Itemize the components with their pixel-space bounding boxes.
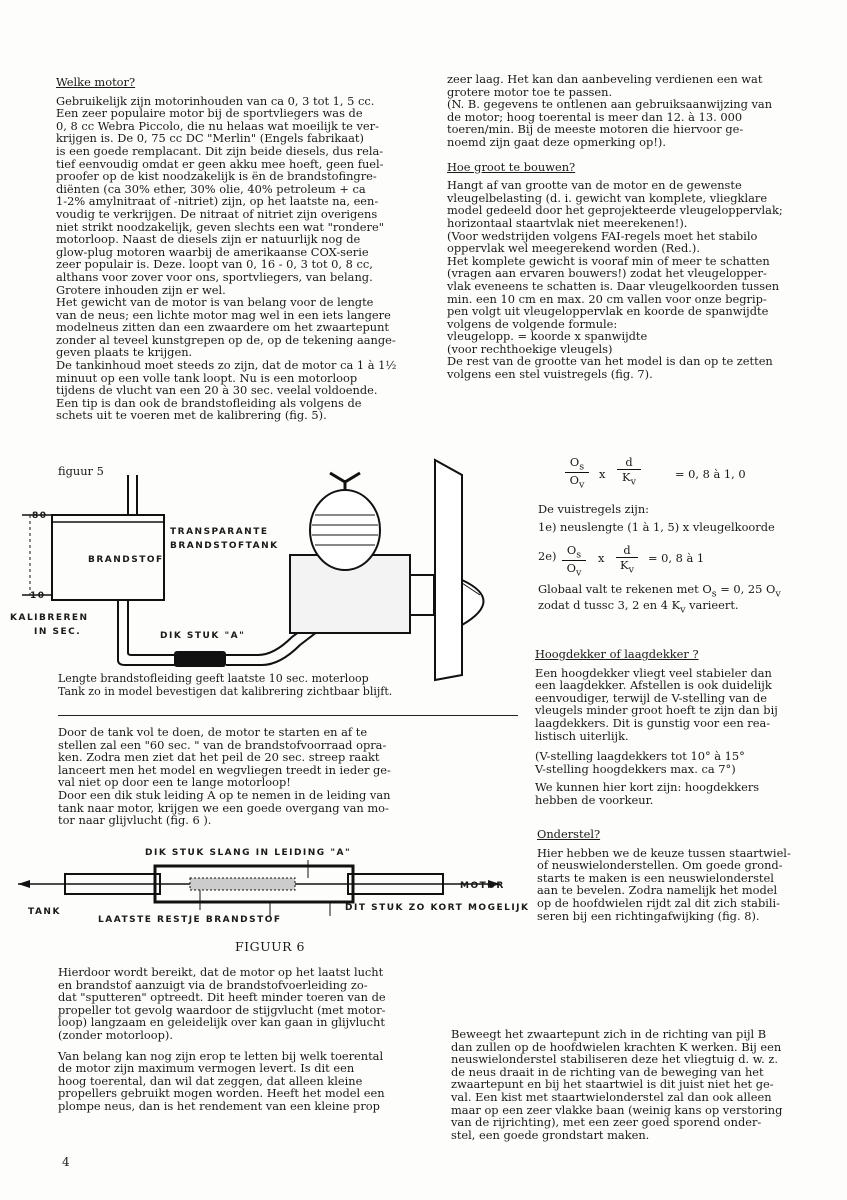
- text-line: aan te bevelen. Zodra namelijk het model: [537, 883, 778, 898]
- divider-figure-5: [58, 715, 518, 716]
- tick-10: 10: [30, 591, 46, 601]
- heading-hoogdekker: Hoogdekker of laagdekker ?: [535, 647, 699, 661]
- figure-5-caption-2: Tank zo in model bevestigen dat kalibrering zichtbaar blijft.: [58, 685, 393, 698]
- text-line: Door een dik stuk leiding A op te nemen in de leiding van: [58, 787, 391, 802]
- f1-dsub-b: v: [630, 476, 636, 488]
- text-line: Hangt af van grootte van de motor en de gewenste: [447, 178, 742, 193]
- overall-line-2: zodat d tussc 3, 2 en 4 $K_v$ varieert.: [538, 598, 739, 616]
- v-stelling-2: V-stelling hoogdekkers max. ca 7°): [535, 761, 736, 776]
- text-line: Het gewicht van de motor is van belang voor de lengte: [56, 295, 374, 310]
- text-line: zonder al teveel kunstgrepen op de, op de tekening aange-: [56, 332, 396, 347]
- transparent-label-2: BRANDSTOFTANK: [170, 541, 279, 551]
- text-line: zwaartepunt en bij het staartwiel is dit juist niet het ge-: [451, 1077, 774, 1092]
- transparent-label-1: TRANSPARANTE: [170, 527, 269, 537]
- rule-2-prefix: 2e): [538, 549, 557, 563]
- last-fuel-label: LAATSTE RESTJE BRANDSTOF: [98, 915, 282, 925]
- figure-5-drawing: [0, 455, 560, 705]
- tank-label: BRANDSTOF: [88, 555, 164, 565]
- paragraph-zwaartepunt: [451, 1028, 826, 1141]
- text-line: (N. B. gegevens te ontlenen aan gebruiksaanwijzing van: [447, 97, 773, 112]
- page-number: 4: [62, 1155, 70, 1169]
- section-zwaartepunt: [451, 1028, 826, 1141]
- text-line: modelneus zitten dan een zwaardere om het zwaartepunt: [56, 320, 389, 335]
- text-line: noemd zijn gaat deze opmerking op!).: [447, 134, 666, 149]
- text-line: pen volgt uit vleugeloppervlak en koorde de spanwijdte: [447, 304, 769, 319]
- text-line: althans voor zover voor ons, sportvliegers, van belang.: [56, 269, 373, 284]
- text-line: neuswielonderstel stabiliseren deze het vliegtuig d. w. z.: [451, 1052, 778, 1067]
- text-line: Gebruikelijk zijn motorinhouden van ca 0, 3 tot 1, 5 cc.: [56, 93, 375, 108]
- text-line: val. Een kist met staartwielonderstel zal dan ook alleen: [451, 1089, 772, 1104]
- text-line: loop) langzaam en geleidelijk over kan gaan in glijvlucht: [58, 1015, 385, 1030]
- text-line: Hierdoor wordt bereikt, dat de motor op het laatst lucht: [58, 965, 384, 979]
- text-line: op de hoofdwielen rijdt zal dit zich stabili-: [537, 895, 781, 910]
- text-line: 0, 8 cc Webra Piccolo, die nu helaas wat moeilijk te ver-: [56, 118, 379, 133]
- text-line: propeller tot gevolg waardoor de stijgvlucht (met motor-: [58, 1002, 386, 1017]
- tick-80: 80: [32, 511, 48, 521]
- text-line: of neuswielonderstellen. Om goede grond-: [537, 858, 783, 873]
- text-line: listisch uiterlijk.: [535, 728, 629, 743]
- text-line: volgens een stel vuistregels (fig. 7).: [447, 367, 653, 382]
- text-line: (Voor wedstrijden volgens FAI-regels moet het stabilo: [447, 228, 758, 243]
- text-line: toeren/min. Bij de meeste motoren die hiervoor ge-: [447, 122, 744, 137]
- text-line: Van belang kan nog zijn erop te letten bij welk toerental: [58, 1048, 384, 1063]
- f1-times: x: [599, 467, 606, 481]
- text-line: vleugelopp. = koorde x spanwijdte: [447, 329, 648, 344]
- paragraph-onderstel: [537, 847, 827, 923]
- text-line: van de neus; een lichte motor mag wel in een iets langere: [56, 307, 391, 322]
- text-line: grotere motor toe te passen.: [447, 84, 613, 99]
- text-line: De tankinhoud moet steeds zo zijn, dat de motor ca 1 à 1½: [56, 358, 397, 373]
- thick-piece-label: DIK STUK "A": [160, 631, 246, 641]
- rule-1: 1e) neuslengte (1 à 1, 5) x vleugelkoorde: [538, 520, 775, 534]
- text-line: niet strikt noodzakelijk, geven slechts een wat "rondere": [56, 219, 384, 234]
- text-line: (vragen aan ervaren bouwers!) zodat het vleugelopper-: [447, 266, 767, 281]
- text-line: hoog toerental, dan wil dat zeggen, dat alleen kleine: [58, 1073, 363, 1088]
- rule-2-result: = 0, 8 à 1: [648, 551, 705, 565]
- text-line: de neus draait in de richting van de beweging van het: [451, 1064, 764, 1079]
- text-line: Een hoogdekker vliegt veel stabieler dan: [535, 665, 772, 680]
- formula-2: 2e) $\frac{O_s}{O_v}$ x $\frac{d}{K_v}$ = 0, 8 à 1: [538, 543, 705, 579]
- text-line: laagdekkers. Dit is gunstig voor een rea-: [535, 715, 771, 730]
- figure-6-caption: FIGUUR 6: [235, 939, 306, 954]
- heading-onderstel: Onderstel?: [537, 827, 601, 841]
- paragraph-tank-tip: [58, 726, 430, 827]
- text-line: lanceert men het model en wegvliegen treedt in ieder ge-: [58, 762, 391, 777]
- text-line: Een tip is dan ook de brandstofleiding als volgens de: [56, 395, 362, 410]
- f1-dsub-a: v: [578, 479, 585, 491]
- text-line: Een zeer populaire motor bij de sportvliegers was de: [56, 106, 363, 121]
- text-line: starts te maken is een neuswielonderstel: [537, 870, 774, 885]
- figure-5-label: figuur 5: [58, 464, 104, 478]
- text-line: horizontaal staartvlak niet meerekenen!).: [447, 215, 688, 230]
- text-line: dat "sputteren" optreedt. Dit heeft minder toeren van de: [58, 990, 386, 1005]
- text-line: Het komplete gewicht is vooraf min of meer te schatten: [447, 253, 770, 268]
- text-line: glow-plug motoren waarbij de amerikaanse COX-serie: [56, 244, 369, 259]
- calib-label-2: IN SEC.: [34, 627, 82, 637]
- text-line: ken. Zodra men ziet dat het peil de 20 sec. streep raakt: [58, 750, 380, 765]
- short-piece-label: DIT STUK ZO KORT MOGELIJK: [345, 903, 530, 913]
- text-line: stellen zal een "60 sec. " van de brandstofvoorraad opra-: [58, 737, 387, 752]
- text-line: zeer laag. Het kan dan aanbeveling verdienen een wat: [447, 72, 763, 86]
- text-line: Grotere inhouden zijn er wel.: [56, 282, 226, 297]
- text-line: zeer populair is. Deze. loopt van 0, 16 - 0, 3 tot 0, 8 cc,: [56, 257, 373, 272]
- section-welke-motor: [56, 76, 428, 422]
- text-line: van de rijrichting), met een zeer goed sporend onder-: [451, 1115, 762, 1130]
- text-line: dan zullen op de hoofdwielen krachten K werken. Bij een: [451, 1039, 782, 1054]
- section-hoe-groot: [447, 73, 822, 381]
- text-line: vleugelbelasting (d. i. gewicht van komplete, vliegklare: [447, 190, 768, 205]
- motor-label: MOTOR: [460, 881, 505, 891]
- text-line: vlak eveneens te schatten is. Daar vleugelkoorden tussen: [447, 278, 780, 293]
- text-line: eenvoudiger, terwijl de V-stelling van de: [535, 690, 768, 705]
- text-line: min. een 10 cm en max. 20 cm vallen voor onze begrip-: [447, 291, 767, 306]
- text-line: vleugels minder groot hoeft te zijn dan bij: [535, 703, 778, 718]
- text-line: voudig te verkrijgen. De nitraat of nitriet zijn overigens: [56, 206, 378, 221]
- text-line: tief eenvoudig omdat er geen akku mee hoeft, geen fuel-: [56, 156, 384, 171]
- text-line: proofer op de kist noodzakelijk is ën de brandstofingre-: [56, 169, 377, 184]
- text-line: val niet op door een te lange motorloop!: [58, 775, 291, 790]
- text-line: plompe neus, dan is het rendement van een kleine prop: [58, 1098, 380, 1113]
- text-line: model gedeeld door het geprojekteerde vleugeloppervlak;: [447, 203, 783, 218]
- text-line: stel, een goede grondstart maken.: [451, 1127, 650, 1142]
- heading-welke-motor: Welke motor?: [56, 75, 136, 89]
- text-line: Beweegt het zwaartepunt zich in de richting van pijl B: [451, 1027, 767, 1041]
- paragraph-sputteren: [58, 966, 438, 1042]
- paragraph-welke-motor: [56, 95, 428, 422]
- text-line: en brandstof aanzuigt via de brandstofvoerleiding zo-: [58, 977, 368, 992]
- text-line: tor naar glijvlucht (fig. 6 ).: [58, 813, 212, 828]
- text-line: seren bij een richtingafwijking (fig. 8).: [537, 908, 760, 923]
- text-line: motorloop. Naast de diesels zijn er natuurlijk nog de: [56, 232, 361, 247]
- text-line: (voor rechthoekige vleugels): [447, 341, 613, 356]
- text-line: de motor; hoog toerental is meer dan 12. à 13. 000: [447, 109, 743, 124]
- formula-1: [565, 455, 785, 495]
- text-line: De rest van de grootte van het model is dan op te zetten: [447, 354, 773, 369]
- conclusion-1: We kunnen hier kort zijn: hoogdekkers: [535, 780, 760, 795]
- text-line: tijdens de vlucht van een 20 à 30 sec. veelal voldoende.: [56, 383, 378, 398]
- rules-title: De vuistregels zijn:: [538, 502, 650, 516]
- text-line: maar op een zeer vlakke baan (weinig kans op verstoring: [451, 1102, 783, 1117]
- text-line: een laagdekker. Afstellen is ook duidelijk: [535, 678, 772, 693]
- text-line: krijgen is. De 0, 75 cc DC "Merlin" (Engels fabrikaat): [56, 131, 364, 146]
- text-line: Door de tank vol te doen, de motor te starten en af te: [58, 725, 368, 739]
- f1-num-b: d: [617, 455, 641, 470]
- text-line: 1-2% amylnitraat of -nitriet) zijn, op het laatste na, een-: [56, 194, 379, 209]
- f1-sub-a: s: [579, 461, 585, 473]
- text-line: propellers gebruikt mogen worden. Heeft het model een: [58, 1086, 385, 1101]
- text-line: Hier hebben we de keuze tussen staartwiel-: [537, 845, 791, 860]
- calib-label-1: KALIBREREN: [10, 613, 89, 623]
- f1-result: = 0, 8 à 1, 0: [675, 467, 746, 481]
- paragraph-hoe-groot: [447, 179, 822, 381]
- text-line: volgens de volgende formule:: [447, 316, 618, 331]
- tank-label-6: TANK: [28, 907, 61, 917]
- v-stelling-1: (V-stelling laagdekkers tot 10° à 15°: [535, 749, 745, 764]
- text-line: de motor zijn maximum vermogen levert. Is dit een: [58, 1061, 355, 1076]
- figure-5-caption-1: Lengte brandstofleiding geeft laatste 10 sec. moterloop: [58, 672, 369, 685]
- section-tank-tip: [58, 726, 430, 827]
- text-line: schets uit te voeren met de kalibrering (fig. 5).: [56, 408, 327, 423]
- vuistregels-block: [535, 455, 835, 615]
- text-line: (zonder motorloop).: [58, 1027, 173, 1042]
- figure-5: [0, 455, 560, 705]
- text-line: oppervlak wel meegerekend worden (Red.).: [447, 241, 700, 256]
- hose-label: DIK STUK SLANG IN LEIDING "A": [145, 848, 352, 858]
- paragraph-toerental: [58, 1050, 438, 1113]
- f1-num-a: O: [569, 455, 580, 469]
- section-onderstel: [537, 828, 827, 922]
- section-sputteren: [58, 966, 438, 1113]
- text-line: minuut op een volle tank loopt. Nu is een motorloop: [56, 370, 358, 385]
- f1-den-b: K: [622, 470, 631, 484]
- text-line: is een goede remplacant. Dit zijn beide diesels, dus rela-: [56, 143, 384, 158]
- text-line: tank naar motor, krijgen we een goede overgang van mo-: [58, 800, 389, 815]
- paragraph-toerental-note: [447, 73, 822, 149]
- heading-hoe-groot: Hoe groot te bouwen?: [447, 159, 576, 174]
- section-hoogdekker: [535, 648, 825, 807]
- f1-den-a: O: [569, 473, 579, 488]
- text-line: diënten (ca 30% ether, 30% olie, 40% petroleum + ca: [56, 181, 366, 196]
- paragraph-hoogdekker: [535, 667, 825, 743]
- conclusion-2: hebben de voorkeur.: [535, 792, 654, 807]
- overall-line-1: Globaal valt te rekenen met $O_s = 0$, 25 $O_v$: [538, 582, 781, 600]
- text-line: geven plaats te krijgen.: [56, 345, 193, 360]
